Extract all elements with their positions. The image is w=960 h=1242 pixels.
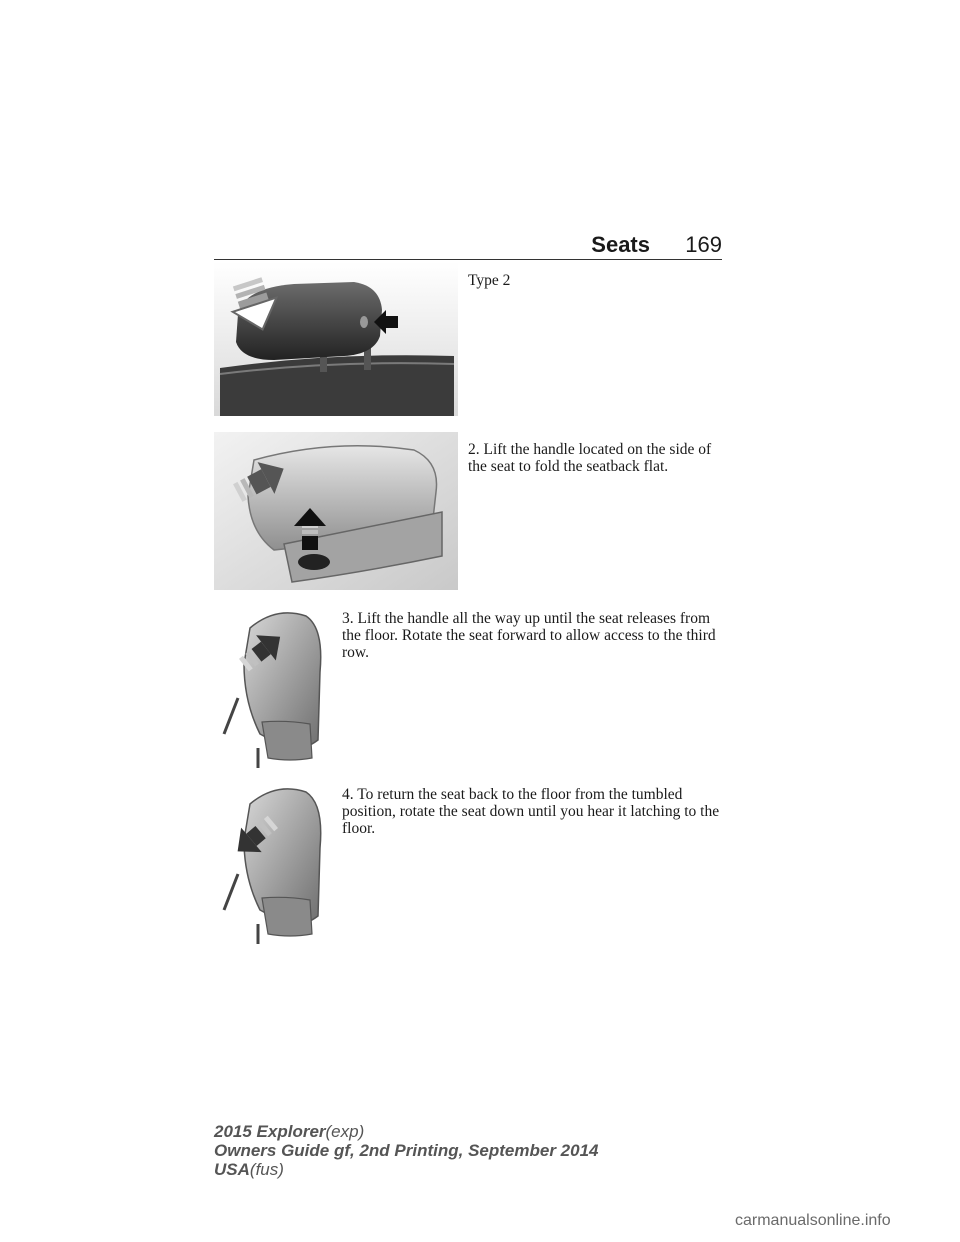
footer-model: 2015 Explorer: [214, 1122, 326, 1141]
head-restraint-illustration: [214, 262, 458, 416]
footer-model-code: (exp): [325, 1122, 365, 1141]
step-3-text: 3. Lift the handle all the way up until the seat releases from the floor. Rotate the seat forward to allow access to the third row.: [342, 610, 716, 661]
seat-return-illustration: [214, 778, 338, 948]
seat-side-handle-illustration: [214, 432, 458, 590]
page-number: 169: [685, 232, 722, 257]
site-watermark: carmanualsonline.info: [735, 1212, 891, 1229]
type-2-label: Type 2: [468, 272, 511, 289]
header-divider: [214, 259, 722, 260]
step-2-text: 2. Lift the handle located on the side of the seat to fold the seatback flat.: [468, 441, 712, 475]
footer-market-code: (fus): [249, 1160, 284, 1179]
document-footer: [214, 1122, 598, 1179]
page-section-title: Seats: [591, 232, 650, 257]
seat-tumble-forward-illustration: [214, 602, 338, 772]
footer-market: USA: [214, 1160, 250, 1179]
footer-guide: Owners Guide gf, 2nd Printing, September 2014: [214, 1141, 599, 1160]
step-4-text: 4. To return the seat back to the floor from the tumbled position, rotate the seat down until you hear it latching to the floor.: [342, 786, 720, 837]
